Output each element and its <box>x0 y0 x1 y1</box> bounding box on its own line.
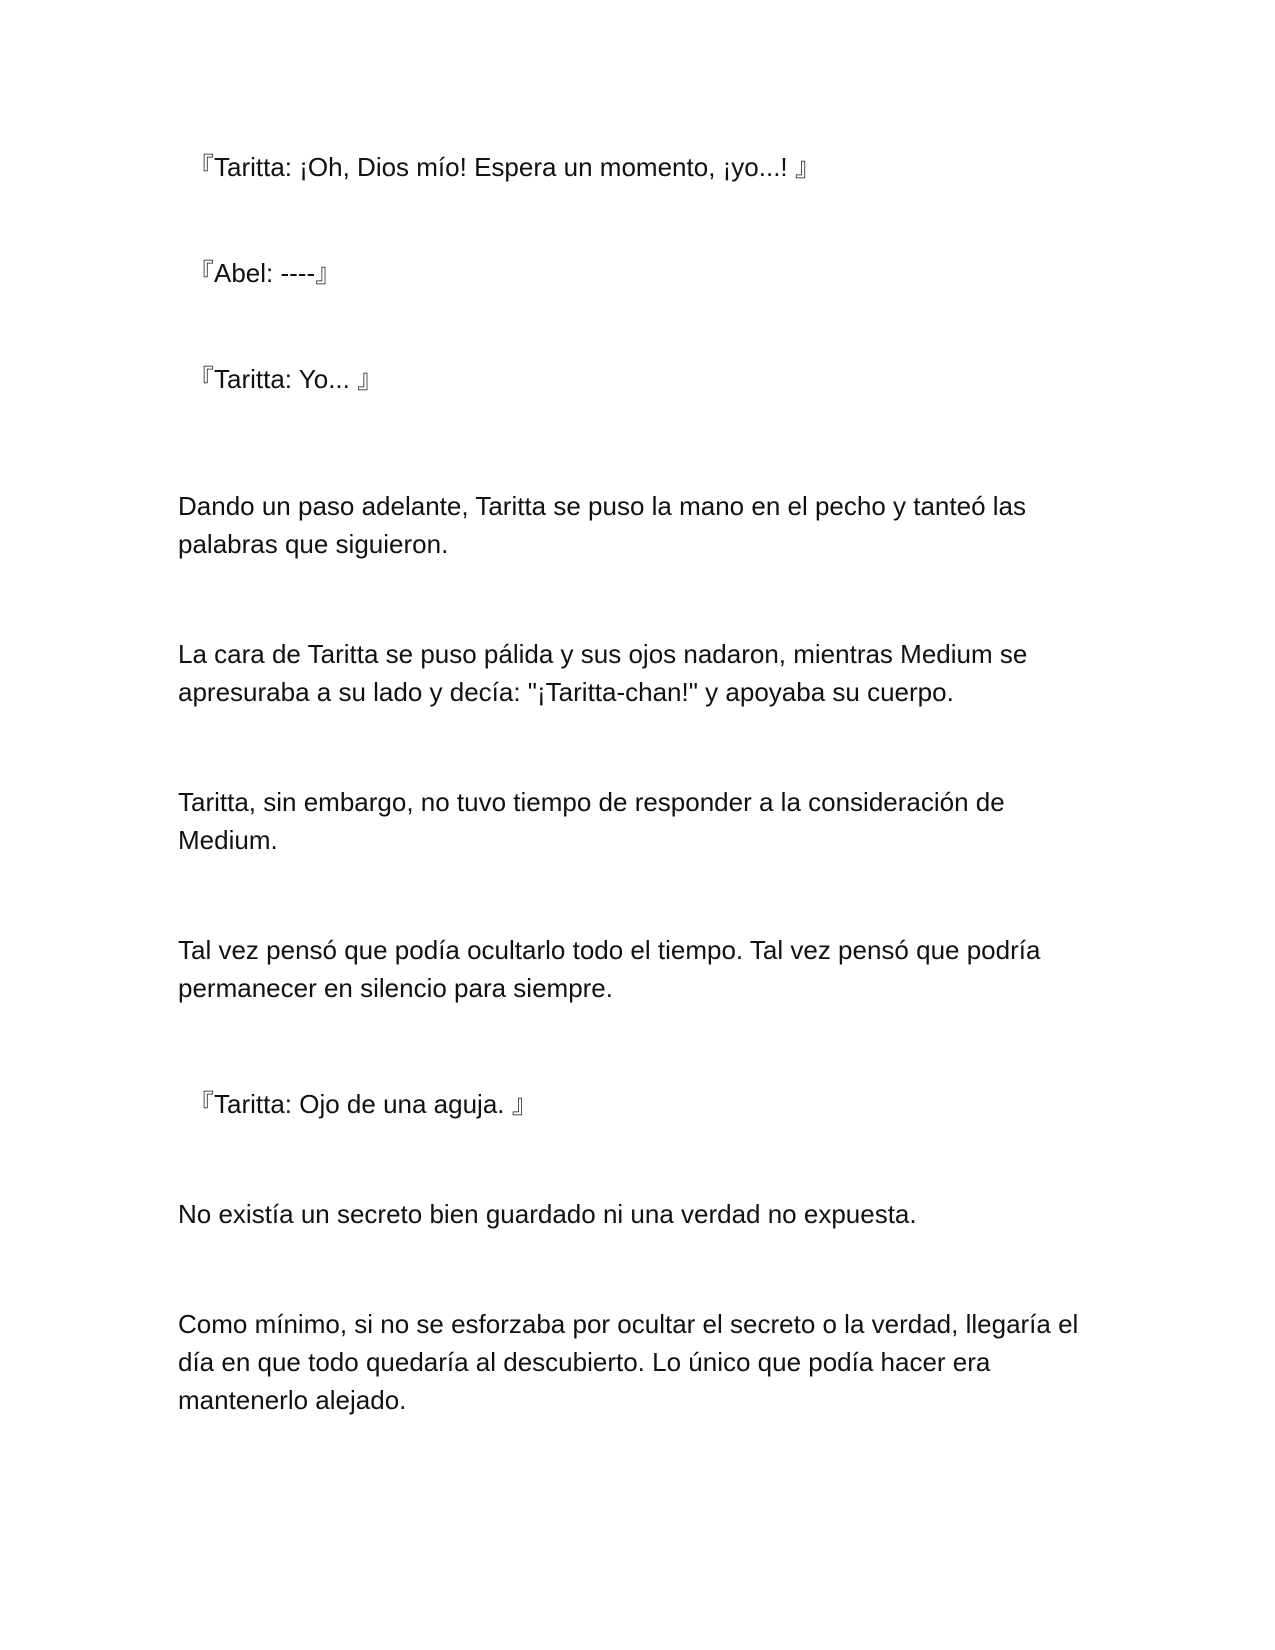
paragraph: Dando un paso adelante, Taritta se puso la mano en el pecho y tanteó las palabras que siguieron. <box>178 491 1034 559</box>
paragraph: La cara de Taritta se puso pálida y sus ojos nadaron, mientras Medium se apresuraba a su lado y decía: "¡Taritta-chan!" y apoyaba su cuerpo. <box>178 639 1035 707</box>
dialogue-line: 『Taritta: ¡Oh, Dios mío! Espera un momento, ¡yo...! 』 <box>188 152 821 182</box>
paragraph: Como mínimo, si no se esforzaba por ocultar el secreto o la verdad, llegaría el día en que todo quedaría al descubierto. Lo único que podía hacer era mantenerlo alejado. <box>178 1309 1086 1415</box>
paragraph: Taritta, sin embargo, no tuvo tiempo de responder a la consideración de Medium. <box>178 787 1012 855</box>
paragraph: Tal vez pensó que podía ocultarlo todo el tiempo. Tal vez pensó que podría permanecer en silencio para siempre. <box>178 935 1048 1003</box>
dialogue-line: 『Taritta: Ojo de una aguja. 』 <box>188 1089 538 1119</box>
dialogue-line: 『Taritta: Yo... 』 <box>188 364 384 394</box>
dialogue-line: 『Abel: ----』 <box>188 258 342 288</box>
paragraph: No existía un secreto bien guardado ni una verdad no expuesta. <box>178 1199 917 1229</box>
